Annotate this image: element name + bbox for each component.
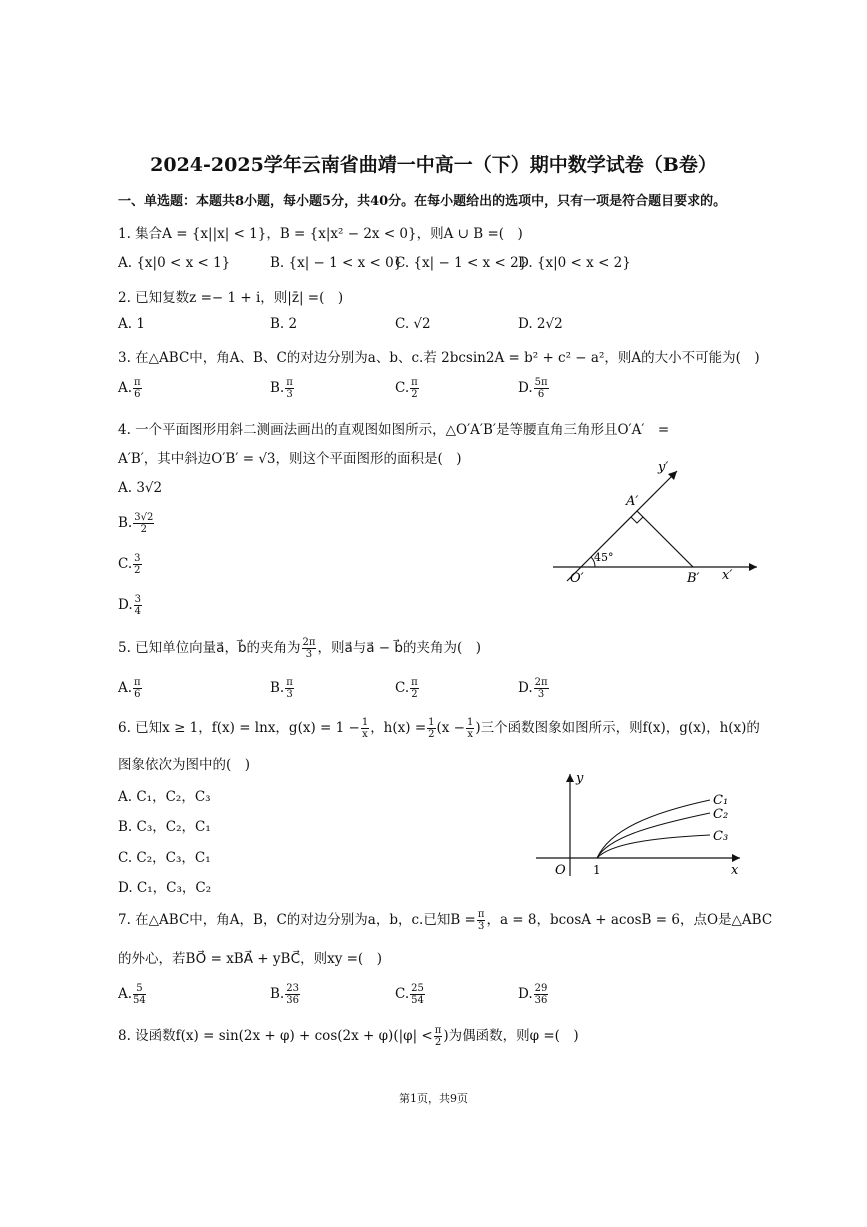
c2-label: C₂ [713, 807, 729, 822]
question-1-stem: 1. 集合A = {x||x| < 1}，B = {x|x² − 2x < 0}，则A ∪ B =( ) [118, 226, 523, 242]
question-7-stem-line1: 7. 在△ABC中，角A，B，C的对边分别为a，b，c.已知B = $\frac{\pi}{3}$ ，a = 8，bcosA + acosB = 6，点O是△ABC [118, 909, 773, 932]
question-3-stem: 3. 在△ABC中，角A、B、C的对边分别为a、b、c.若 2bcsin2A = b² + c² − a²，则A的大小不可能为( ) [118, 350, 760, 366]
q6-option-b: B. C₃，C₂，C₁ [118, 819, 211, 835]
q6-option-d: D. C₁，C₃，C₂ [118, 880, 212, 896]
q7-option-a: A. $\frac{5}{54}$ [118, 983, 146, 1006]
section-heading: 一、单选题：本题共8小题，每小题5分，共40分。在每小题给出的选项中，只有一项是符合题目要求的。 [118, 194, 727, 209]
c1-label: C₁ [713, 793, 729, 808]
q1-option-a: A. {x|0 < x < 1} [118, 255, 231, 271]
q5-option-a: A. $\frac{\pi}{6}$ [118, 677, 141, 700]
q6-function-graph [530, 768, 745, 883]
right-angle-mark [631, 517, 643, 523]
y-prime-axis [567, 471, 677, 581]
y-axis-arrow-icon [566, 774, 574, 782]
curve-c1 [597, 800, 710, 858]
b-prime-label: B′ [687, 571, 700, 586]
q3-option-c: C. $\frac{\pi}{2}$ [395, 377, 418, 400]
x-axis-arrow-icon [749, 563, 757, 571]
q4-option-a: A. 3√2 [118, 480, 163, 496]
page-footer: 第1页，共9页 [399, 1092, 468, 1105]
y-label: y [576, 771, 584, 786]
origin-label: O [555, 863, 566, 878]
question-8-stem: 8. 设函数f(x) = sin(2x + φ) + cos(2x + φ)(|φ| < $\frac{\pi}{2}$ )为偶函数，则φ =( ) [118, 1025, 579, 1048]
question-6-stem-line1: 6. 已知x ≥ 1，f(x) = lnx，g(x) = 1 − $\frac{1}{x}$ ，h(x) = $\frac{1}{2}$ (x − $\frac{1}{x}$ )三个函数图象如图所示，则f(x)，g(x)，h(x)的 [118, 717, 760, 740]
q7-option-b: B. $\frac{23}{36}$ [270, 983, 299, 1006]
c3-label: C₃ [713, 829, 729, 844]
q5-option-b: B. $\frac{\pi}{3}$ [270, 677, 293, 700]
q1-option-b: B. {x| − 1 < x < 0} [270, 255, 403, 271]
q2-option-c: C. √2 [395, 316, 431, 332]
question-7-stem-line2: 的外心，若BO⃗ = xBA⃗ + yBC⃗，则xy =( ) [118, 951, 382, 967]
x-prime-label: x′ [722, 568, 733, 583]
q2-option-a: A. 1 [118, 316, 145, 332]
y-prime-label: y′ [658, 460, 669, 475]
q2-option-b: B. 2 [270, 316, 298, 332]
one-tick-label: 1 [593, 863, 601, 877]
question-6-stem-line2: 图象依次为图中的( ) [118, 757, 251, 773]
question-2-stem: 2. 已知复数z =− 1 + i，则|z̄| =( ) [118, 290, 344, 306]
q4-option-d: D. $\frac{3}{4}$ [118, 594, 142, 617]
q4-oblique-figure [545, 455, 775, 590]
x-label: x [731, 863, 739, 878]
q5-option-c: C. $\frac{\pi}{2}$ [395, 677, 418, 700]
o-prime-label: O′ [570, 571, 584, 586]
angle-45-label: 45° [594, 551, 614, 564]
question-4-stem-line1: 4. 一个平面图形用斜二测画法画出的直观图如图所示，△O′A′B′是等腰直角三角形且O′A′ = [118, 422, 670, 438]
a-prime-label: A′ [626, 494, 639, 509]
q7-option-d: D. $\frac{29}{36}$ [518, 983, 548, 1006]
q6-option-a: A. C₁，C₂，C₃ [118, 789, 211, 805]
question-4-stem-line2: A′B′，其中斜边O′B′ = √3，则这个平面图形的面积是( ) [118, 451, 462, 467]
q6-option-c: C. C₂，C₃，C₁ [118, 850, 211, 866]
q3-option-a: A. $\frac{\pi}{6}$ [118, 377, 141, 400]
curve-c3 [597, 835, 710, 858]
q4-option-c: C. $\frac{3}{2}$ [118, 553, 141, 576]
q1-option-d: D. {x|0 < x < 2} [518, 255, 631, 271]
q3-option-b: B. $\frac{\pi}{3}$ [270, 377, 293, 400]
q4-option-b: B. $\frac{3√2}{2}$ [118, 512, 154, 535]
page-title: 2024-2025学年云南省曲靖一中高一（下）期中数学试卷（B卷） [150, 154, 717, 176]
q3-option-d: D. $\frac{5\pi}{6}$ [518, 377, 548, 400]
q1-option-c: C. {x| − 1 < x < 2} [395, 255, 528, 271]
q5-option-d: D. $\frac{2\pi}{3}$ [518, 677, 548, 700]
q7-option-c: C. $\frac{25}{54}$ [395, 983, 424, 1006]
q2-option-d: D. 2√2 [518, 316, 563, 332]
segment-a-b [637, 511, 693, 567]
question-5-stem: 5. 已知单位向量a⃗，b⃗的夹角为 $\frac{2\pi}{3}$ ，则a⃗与a⃗ − b⃗的夹角为( ) [118, 637, 481, 660]
x-axis-arrow-icon [732, 854, 740, 862]
